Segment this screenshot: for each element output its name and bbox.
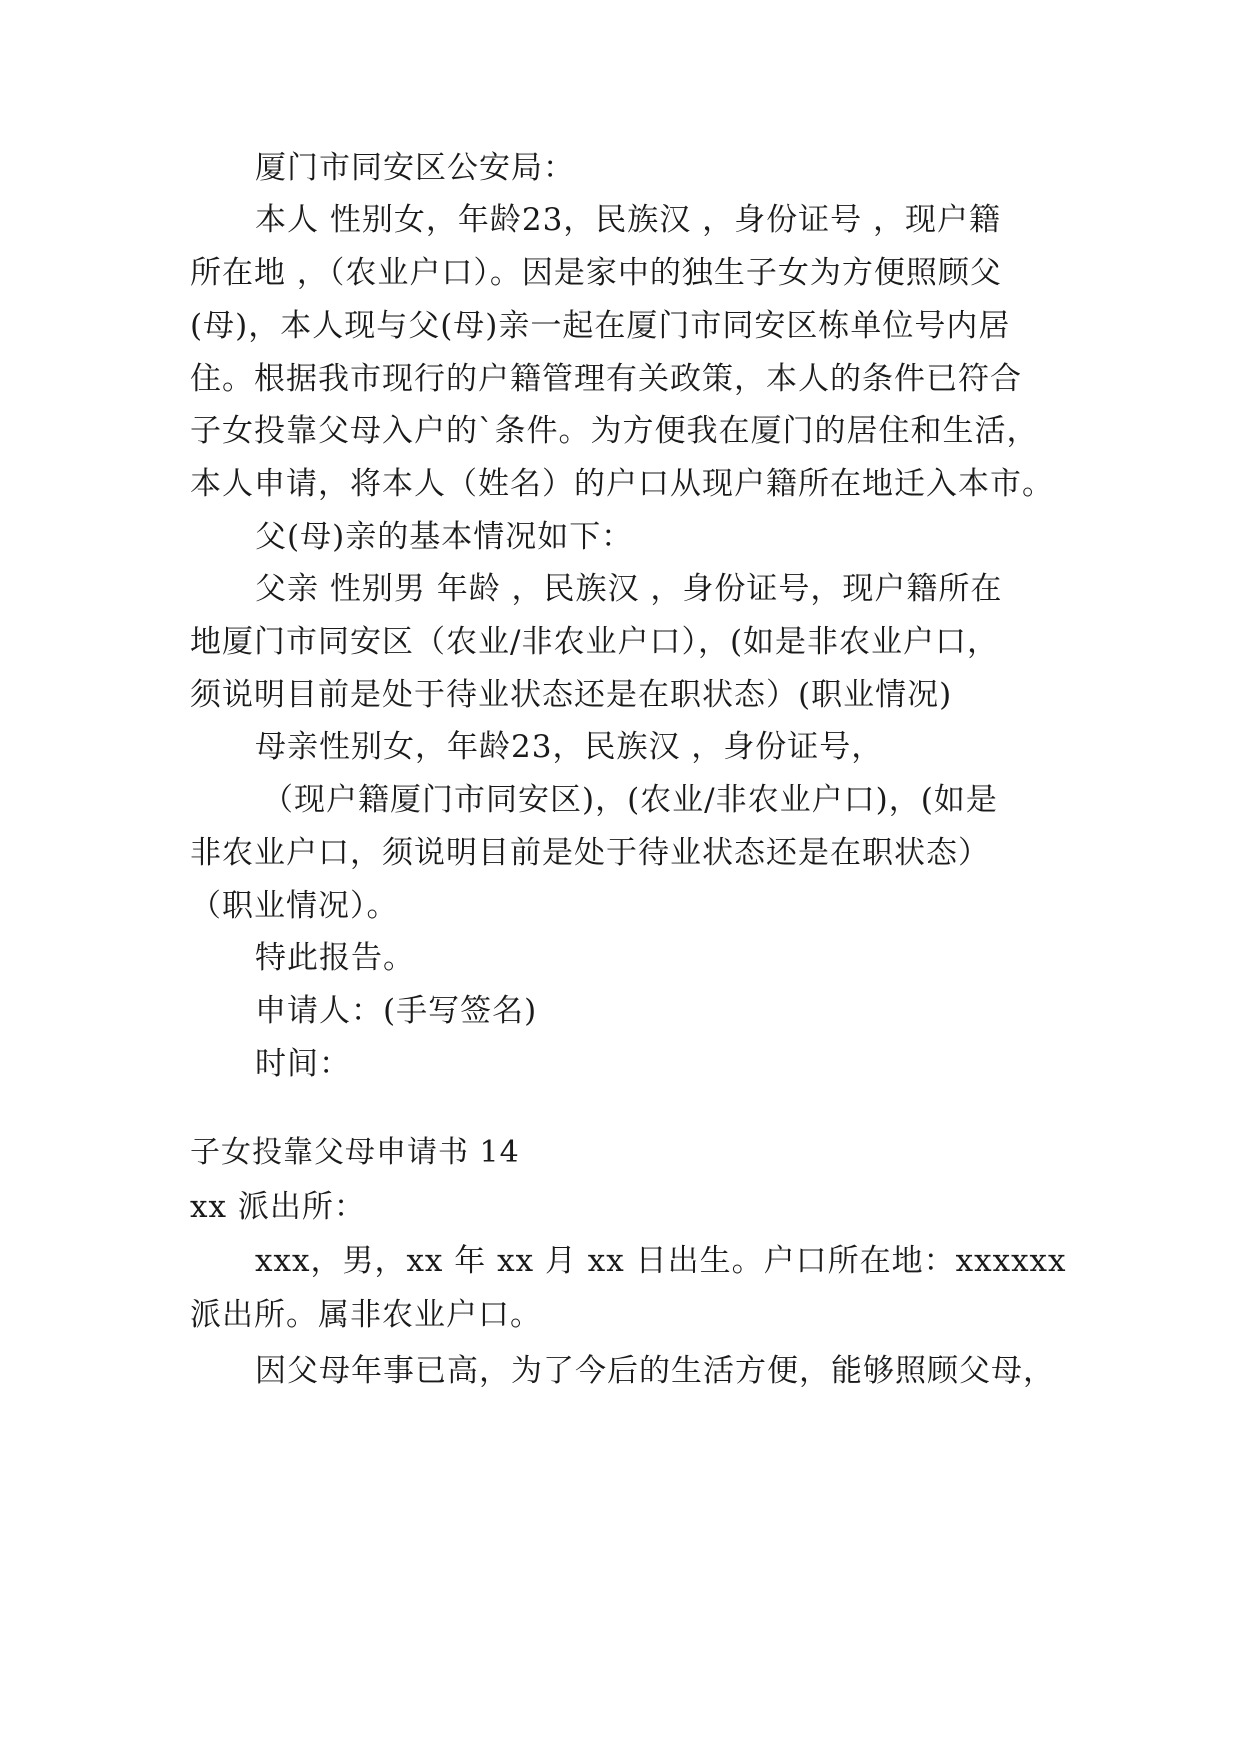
paragraph-line: 父亲 性别男 年龄 ，民族汉 ，身份证号，现户籍所在 [255, 571, 1003, 607]
paragraph-line: 非农业户口，须说明目前是处于待业状态还是在职状态） [190, 835, 990, 871]
addressee-line: 厦门市同安区公安局： [255, 150, 575, 186]
paragraph-line: 所在地 ，（农业户口）。因是家中的独生子女为方便照顾父 [190, 255, 1002, 291]
paragraph-line: 地厦门市同安区（农业/非农业户口），(如是非农业户口， [190, 624, 1000, 660]
paragraph-line: （职业情况）。 [190, 888, 399, 924]
paragraph-line: 父(母)亲的基本情况如下： [255, 519, 634, 555]
paragraph-line: （现户籍厦门市同安区)，(农业/非农业户口)，(如是 [262, 782, 998, 818]
paragraph-line: 因父母年事已高，为了今后的生活方便，能够照顾父母， [255, 1353, 1055, 1389]
paragraph-line: 子女投靠父母入户的`条件。为方便我在厦门的居住和生活， [190, 413, 1039, 449]
date-line: 时间： [255, 1046, 351, 1082]
signature-line: 申请人：(手写签名) [255, 993, 538, 1029]
paragraph-line: 派出所。属非农业户口。 [190, 1297, 542, 1333]
paragraph-line: 住。根据我市现行的户籍管理有关政策，本人的条件已符合 [190, 361, 1022, 397]
paragraph-line: (母)，本人现与父(母)亲一起在厦门市同安区栋单位号内居 [190, 308, 1011, 344]
paragraph-line: xxx，男，xx 年 xx 月 xx 日出生。户口所在地：xxxxxx [255, 1243, 1067, 1279]
paragraph-line: 母亲性别女，年龄23，民族汉 ，身份证号， [255, 729, 884, 765]
section-title: 子女投靠父母申请书 14 [190, 1135, 520, 1170]
closing-line: 特此报告。 [255, 940, 415, 976]
paragraph-line: 本人申请，将本人（姓名）的户口从现户籍所在地迁入本市。 [190, 466, 1054, 502]
paragraph-line: 须说明目前是处于待业状态还是在职状态）(职业情况) [190, 677, 953, 713]
paragraph-line: 本人 性别女，年龄23，民族汉 ，身份证号 ，现户籍 [255, 202, 1002, 238]
addressee-line: xx 派出所： [190, 1189, 366, 1225]
